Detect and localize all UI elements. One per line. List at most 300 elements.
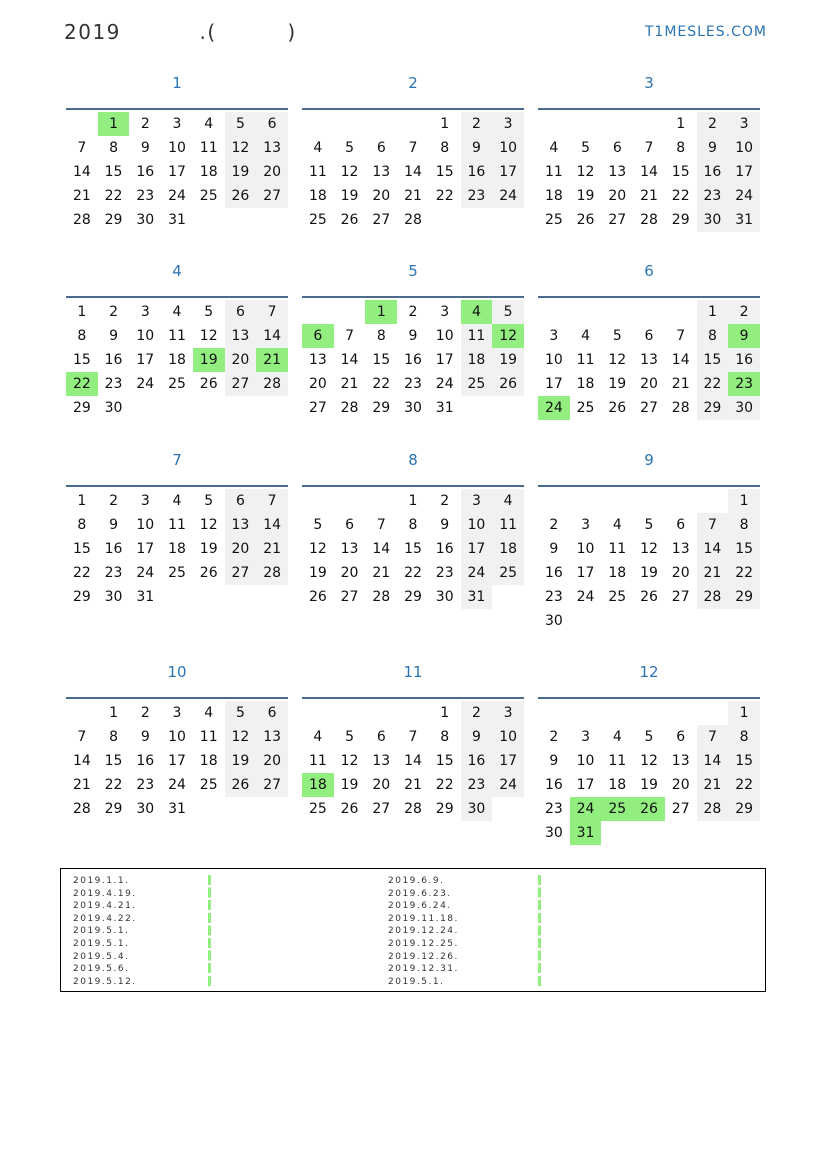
day-cell[interactable]: 13 [225,324,257,348]
day-cell[interactable]: 4 [612,729,622,745]
day-cell[interactable]: 17 [168,753,186,769]
day-cell[interactable]: 9 [549,753,559,769]
day-cell[interactable]: 10 [136,328,155,344]
day-cell[interactable]: 26 [340,801,359,817]
day-cell[interactable]: 24 [168,188,186,204]
holiday-day-cell[interactable]: 21 [256,348,288,372]
day-cell[interactable]: 12 [576,164,595,180]
day-cell[interactable]: 29 [72,589,91,605]
day-cell[interactable]: 29 [697,396,729,420]
day-cell[interactable]: 6 [256,701,288,725]
day-cell[interactable]: 1 [77,493,87,509]
day-cell[interactable]: 12 [640,753,658,769]
day-cell[interactable]: 8 [728,725,760,749]
day-cell[interactable]: 5 [225,701,257,725]
day-cell[interactable]: 10 [461,513,493,537]
day-cell[interactable]: 30 [697,208,729,232]
day-cell[interactable]: 31 [728,208,760,232]
day-cell[interactable]: 27 [671,589,690,605]
day-cell[interactable]: 20 [340,565,359,581]
day-cell[interactable]: 11 [608,753,627,769]
day-cell[interactable]: 18 [576,376,595,392]
day-cell[interactable]: 20 [640,376,658,392]
day-cell[interactable]: 13 [671,541,690,557]
day-cell[interactable]: 14 [697,749,729,773]
day-cell[interactable]: 20 [671,777,690,793]
day-cell[interactable]: 11 [608,541,627,557]
day-cell[interactable]: 7 [408,140,418,156]
day-cell[interactable]: 24 [576,589,595,605]
day-cell[interactable]: 16 [404,352,422,368]
day-cell[interactable]: 20 [225,537,257,561]
day-cell[interactable]: 25 [544,212,563,228]
day-cell[interactable]: 8 [77,517,87,533]
day-cell[interactable]: 18 [608,777,627,793]
day-cell[interactable]: 2 [109,304,119,320]
day-cell[interactable]: 14 [72,164,91,180]
holiday-day-cell[interactable]: 4 [461,300,493,324]
day-cell[interactable]: 6 [225,300,257,324]
day-cell[interactable]: 11 [544,164,563,180]
day-cell[interactable]: 10 [544,352,563,368]
day-cell[interactable]: 4 [204,116,214,132]
day-cell[interactable]: 1 [676,116,686,132]
day-cell[interactable]: 26 [308,589,327,605]
day-cell[interactable]: 15 [72,352,91,368]
day-cell[interactable]: 28 [697,797,729,821]
day-cell[interactable]: 4 [549,140,559,156]
day-cell[interactable]: 31 [461,585,493,609]
day-cell[interactable]: 27 [372,801,391,817]
day-cell[interactable]: 7 [256,300,288,324]
day-cell[interactable]: 8 [440,729,450,745]
day-cell[interactable]: 22 [697,372,729,396]
day-cell[interactable]: 16 [544,565,563,581]
day-cell[interactable]: 5 [644,729,654,745]
holiday-day-cell[interactable]: 31 [570,821,602,845]
day-cell[interactable]: 5 [225,112,257,136]
day-cell[interactable]: 13 [256,725,288,749]
day-cell[interactable]: 6 [676,517,686,533]
day-cell[interactable]: 3 [140,493,150,509]
day-cell[interactable]: 5 [204,304,214,320]
holiday-day-cell[interactable]: 6 [302,324,334,348]
day-cell[interactable]: 25 [168,376,186,392]
day-cell[interactable]: 21 [671,376,690,392]
day-cell[interactable]: 29 [104,212,123,228]
day-cell[interactable]: 5 [492,300,524,324]
day-cell[interactable]: 2 [728,300,760,324]
day-cell[interactable]: 13 [372,164,391,180]
day-cell[interactable]: 17 [492,749,524,773]
day-cell[interactable]: 3 [728,112,760,136]
day-cell[interactable]: 25 [608,589,627,605]
day-cell[interactable]: 1 [440,116,450,132]
day-cell[interactable]: 16 [728,348,760,372]
day-cell[interactable]: 19 [199,541,218,557]
day-cell[interactable]: 16 [461,160,493,184]
day-cell[interactable]: 25 [461,372,493,396]
day-cell[interactable]: 27 [256,773,288,797]
day-cell[interactable]: 25 [168,565,186,581]
day-cell[interactable]: 28 [671,400,690,416]
day-cell[interactable]: 20 [372,188,391,204]
day-cell[interactable]: 14 [256,324,288,348]
day-cell[interactable]: 14 [671,352,690,368]
day-cell[interactable]: 3 [172,705,182,721]
day-cell[interactable]: 15 [104,164,123,180]
day-cell[interactable]: 2 [549,517,559,533]
day-cell[interactable]: 27 [225,372,257,396]
day-cell[interactable]: 4 [492,489,524,513]
day-cell[interactable]: 16 [435,541,454,557]
day-cell[interactable]: 28 [640,212,658,228]
day-cell[interactable]: 14 [640,164,658,180]
day-cell[interactable]: 23 [136,777,155,793]
day-cell[interactable]: 23 [544,801,563,817]
day-cell[interactable]: 20 [256,749,288,773]
day-cell[interactable]: 24 [728,184,760,208]
day-cell[interactable]: 5 [612,328,622,344]
day-cell[interactable]: 27 [225,561,257,585]
holiday-day-cell[interactable]: 23 [728,372,760,396]
day-cell[interactable]: 4 [581,328,591,344]
day-cell[interactable]: 23 [461,184,493,208]
day-cell[interactable]: 21 [697,561,729,585]
day-cell[interactable]: 8 [376,328,386,344]
holiday-day-cell[interactable]: 1 [365,300,397,324]
day-cell[interactable]: 4 [313,729,323,745]
day-cell[interactable]: 1 [408,493,418,509]
day-cell[interactable]: 28 [404,801,422,817]
day-cell[interactable]: 22 [104,188,123,204]
day-cell[interactable]: 3 [172,116,182,132]
day-cell[interactable]: 10 [168,140,186,156]
day-cell[interactable]: 25 [308,801,327,817]
day-cell[interactable]: 13 [608,164,627,180]
day-cell[interactable]: 3 [581,517,591,533]
day-cell[interactable]: 24 [136,376,155,392]
day-cell[interactable]: 24 [435,376,454,392]
day-cell[interactable]: 23 [461,773,493,797]
day-cell[interactable]: 28 [372,589,391,605]
day-cell[interactable]: 22 [435,777,454,793]
day-cell[interactable]: 9 [140,729,150,745]
day-cell[interactable]: 3 [140,304,150,320]
day-cell[interactable]: 18 [544,188,563,204]
day-cell[interactable]: 28 [340,400,359,416]
day-cell[interactable]: 22 [72,565,91,581]
day-cell[interactable]: 9 [461,725,493,749]
day-cell[interactable]: 29 [72,400,91,416]
day-cell[interactable]: 21 [372,565,391,581]
day-cell[interactable]: 1 [697,300,729,324]
day-cell[interactable]: 12 [225,725,257,749]
holiday-day-cell[interactable]: 18 [302,773,334,797]
day-cell[interactable]: 13 [256,136,288,160]
day-cell[interactable]: 9 [408,328,418,344]
day-cell[interactable]: 2 [140,116,150,132]
day-cell[interactable]: 8 [697,324,729,348]
day-cell[interactable]: 14 [72,753,91,769]
day-cell[interactable]: 15 [728,537,760,561]
day-cell[interactable]: 30 [404,400,422,416]
day-cell[interactable]: 8 [440,140,450,156]
day-cell[interactable]: 20 [608,188,627,204]
day-cell[interactable]: 11 [492,513,524,537]
day-cell[interactable]: 15 [404,541,422,557]
day-cell[interactable]: 7 [697,725,729,749]
day-cell[interactable]: 6 [612,140,622,156]
day-cell[interactable]: 17 [435,352,454,368]
day-cell[interactable]: 23 [697,184,729,208]
day-cell[interactable]: 26 [225,184,257,208]
day-cell[interactable]: 18 [168,352,186,368]
day-cell[interactable]: 15 [435,164,454,180]
day-cell[interactable]: 6 [225,489,257,513]
day-cell[interactable]: 27 [256,184,288,208]
day-cell[interactable]: 14 [404,164,422,180]
day-cell[interactable]: 6 [256,112,288,136]
day-cell[interactable]: 19 [340,188,359,204]
day-cell[interactable]: 17 [728,160,760,184]
day-cell[interactable]: 11 [308,753,327,769]
day-cell[interactable]: 24 [492,184,524,208]
day-cell[interactable]: 15 [72,541,91,557]
day-cell[interactable]: 27 [308,400,327,416]
day-cell[interactable]: 23 [435,565,454,581]
holiday-day-cell[interactable]: 19 [193,348,225,372]
day-cell[interactable]: 12 [340,753,359,769]
day-cell[interactable]: 3 [492,701,524,725]
day-cell[interactable]: 7 [345,328,355,344]
day-cell[interactable]: 27 [340,589,359,605]
day-cell[interactable]: 9 [461,136,493,160]
day-cell[interactable]: 28 [72,212,91,228]
day-cell[interactable]: 28 [72,801,91,817]
day-cell[interactable]: 18 [199,164,218,180]
day-cell[interactable]: 30 [104,589,123,605]
day-cell[interactable]: 2 [408,304,418,320]
day-cell[interactable]: 12 [225,136,257,160]
day-cell[interactable]: 25 [492,561,524,585]
day-cell[interactable]: 3 [581,729,591,745]
day-cell[interactable]: 4 [172,493,182,509]
day-cell[interactable]: 26 [225,773,257,797]
day-cell[interactable]: 25 [576,400,595,416]
day-cell[interactable]: 26 [576,212,595,228]
day-cell[interactable]: 5 [581,140,591,156]
holiday-day-cell[interactable]: 24 [538,396,570,420]
day-cell[interactable]: 12 [199,517,218,533]
day-cell[interactable]: 2 [109,493,119,509]
day-cell[interactable]: 27 [372,212,391,228]
day-cell[interactable]: 26 [340,212,359,228]
day-cell[interactable]: 18 [608,565,627,581]
day-cell[interactable]: 21 [404,188,422,204]
day-cell[interactable]: 11 [199,140,218,156]
day-cell[interactable]: 26 [640,589,658,605]
day-cell[interactable]: 11 [308,164,327,180]
day-cell[interactable]: 10 [576,541,595,557]
day-cell[interactable]: 15 [697,348,729,372]
day-cell[interactable]: 25 [308,212,327,228]
day-cell[interactable]: 19 [576,188,595,204]
day-cell[interactable]: 1 [728,701,760,725]
day-cell[interactable]: 31 [435,400,454,416]
day-cell[interactable]: 28 [404,212,422,228]
day-cell[interactable]: 13 [308,352,327,368]
day-cell[interactable]: 28 [256,372,288,396]
day-cell[interactable]: 24 [136,565,155,581]
day-cell[interactable]: 9 [109,517,119,533]
day-cell[interactable]: 12 [199,328,218,344]
holiday-day-cell[interactable]: 26 [633,797,665,821]
day-cell[interactable]: 17 [544,376,563,392]
day-cell[interactable]: 14 [697,537,729,561]
day-cell[interactable]: 3 [440,304,450,320]
day-cell[interactable]: 5 [345,729,355,745]
day-cell[interactable]: 10 [136,517,155,533]
day-cell[interactable]: 8 [109,729,119,745]
day-cell[interactable]: 23 [544,589,563,605]
day-cell[interactable]: 20 [671,565,690,581]
day-cell[interactable]: 7 [644,140,654,156]
day-cell[interactable]: 8 [728,513,760,537]
day-cell[interactable]: 1 [109,705,119,721]
day-cell[interactable]: 29 [728,797,760,821]
day-cell[interactable]: 25 [199,777,218,793]
day-cell[interactable]: 23 [104,565,123,581]
day-cell[interactable]: 17 [492,160,524,184]
day-cell[interactable]: 26 [608,400,627,416]
day-cell[interactable]: 29 [671,212,690,228]
day-cell[interactable]: 22 [435,188,454,204]
day-cell[interactable]: 21 [697,773,729,797]
day-cell[interactable]: 13 [640,352,658,368]
day-cell[interactable]: 19 [308,565,327,581]
day-cell[interactable]: 6 [345,517,355,533]
day-cell[interactable]: 22 [104,777,123,793]
day-cell[interactable]: 21 [256,537,288,561]
day-cell[interactable]: 27 [640,400,658,416]
day-cell[interactable]: 28 [697,585,729,609]
day-cell[interactable]: 12 [608,352,627,368]
day-cell[interactable]: 10 [492,725,524,749]
day-cell[interactable]: 30 [544,825,563,841]
day-cell[interactable]: 30 [461,797,493,821]
day-cell[interactable]: 3 [549,328,559,344]
day-cell[interactable]: 2 [461,701,493,725]
day-cell[interactable]: 14 [404,753,422,769]
day-cell[interactable]: 9 [697,136,729,160]
day-cell[interactable]: 9 [549,541,559,557]
day-cell[interactable]: 14 [340,352,359,368]
day-cell[interactable]: 7 [376,517,386,533]
day-cell[interactable]: 19 [608,376,627,392]
day-cell[interactable]: 5 [644,517,654,533]
day-cell[interactable]: 6 [376,729,386,745]
day-cell[interactable]: 30 [544,613,563,629]
day-cell[interactable]: 24 [492,773,524,797]
day-cell[interactable]: 13 [225,513,257,537]
day-cell[interactable]: 20 [225,348,257,372]
day-cell[interactable]: 9 [109,328,119,344]
day-cell[interactable]: 29 [104,801,123,817]
day-cell[interactable]: 15 [728,749,760,773]
day-cell[interactable]: 16 [136,753,155,769]
day-cell[interactable]: 7 [408,729,418,745]
day-cell[interactable]: 23 [136,188,155,204]
day-cell[interactable]: 7 [697,513,729,537]
day-cell[interactable]: 11 [461,324,493,348]
day-cell[interactable]: 17 [136,541,155,557]
day-cell[interactable]: 23 [404,376,422,392]
day-cell[interactable]: 15 [104,753,123,769]
day-cell[interactable]: 5 [345,140,355,156]
day-cell[interactable]: 30 [136,212,155,228]
day-cell[interactable]: 19 [640,777,658,793]
day-cell[interactable]: 15 [372,352,391,368]
day-cell[interactable]: 21 [340,376,359,392]
day-cell[interactable]: 8 [77,328,87,344]
day-cell[interactable]: 6 [644,328,654,344]
day-cell[interactable]: 18 [199,753,218,769]
day-cell[interactable]: 4 [172,304,182,320]
day-cell[interactable]: 3 [461,489,493,513]
holiday-day-cell[interactable]: 1 [98,112,130,136]
day-cell[interactable]: 29 [404,589,422,605]
day-cell[interactable]: 30 [104,400,123,416]
day-cell[interactable]: 8 [676,140,686,156]
day-cell[interactable]: 8 [109,140,119,156]
day-cell[interactable]: 5 [313,517,323,533]
day-cell[interactable]: 30 [136,801,155,817]
day-cell[interactable]: 6 [376,140,386,156]
day-cell[interactable]: 17 [168,164,186,180]
day-cell[interactable]: 14 [256,513,288,537]
day-cell[interactable]: 19 [340,777,359,793]
day-cell[interactable]: 20 [372,777,391,793]
day-cell[interactable]: 8 [408,517,418,533]
day-cell[interactable]: 2 [461,112,493,136]
day-cell[interactable]: 7 [77,140,87,156]
day-cell[interactable]: 30 [435,589,454,605]
day-cell[interactable]: 4 [313,140,323,156]
day-cell[interactable]: 19 [640,565,658,581]
day-cell[interactable]: 7 [676,328,686,344]
day-cell[interactable]: 26 [492,372,524,396]
day-cell[interactable]: 18 [492,537,524,561]
day-cell[interactable]: 16 [136,164,155,180]
day-cell[interactable]: 27 [608,212,627,228]
holiday-day-cell[interactable]: 22 [66,372,98,396]
day-cell[interactable]: 31 [136,589,155,605]
day-cell[interactable]: 16 [697,160,729,184]
day-cell[interactable]: 31 [168,801,186,817]
day-cell[interactable]: 22 [404,565,422,581]
day-cell[interactable]: 29 [372,400,391,416]
day-cell[interactable]: 2 [697,112,729,136]
day-cell[interactable]: 27 [671,801,690,817]
day-cell[interactable]: 31 [168,212,186,228]
day-cell[interactable]: 16 [104,541,123,557]
day-cell[interactable]: 14 [372,541,391,557]
day-cell[interactable]: 26 [199,376,218,392]
holiday-day-cell[interactable]: 25 [601,797,633,821]
day-cell[interactable]: 26 [199,565,218,581]
day-cell[interactable]: 4 [612,517,622,533]
